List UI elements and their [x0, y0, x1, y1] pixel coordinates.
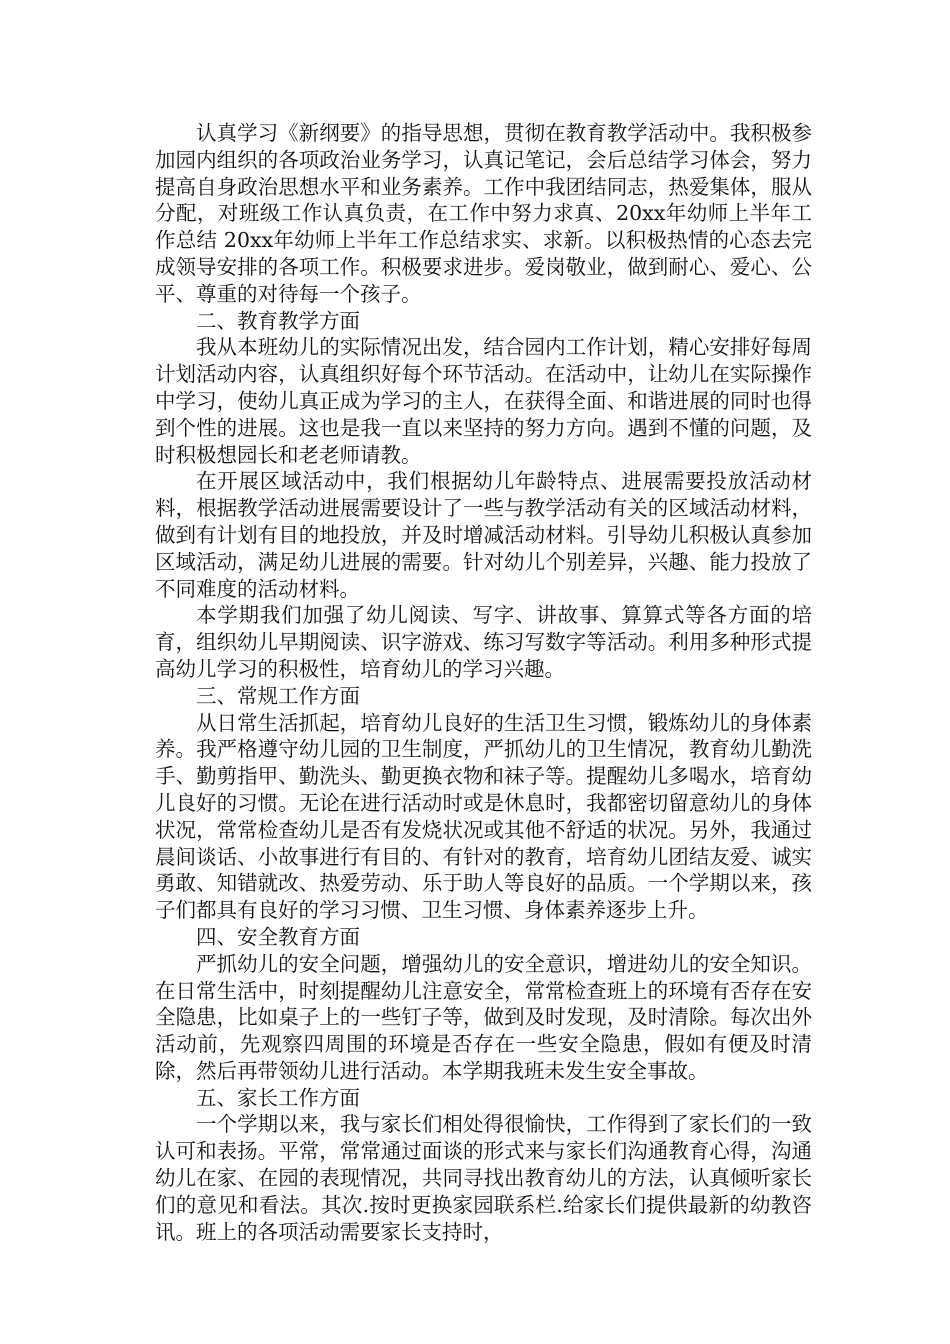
- heading-routine: 三、常规工作方面: [196, 683, 360, 708]
- paragraph-intro: 认真学习《新纲要》的指导思想，贯彻在教育教学活动中。我积极参加园内组织的各项政治业务学习，认真记笔记，会后总结学习体会，努力提高自身政治思想水平和业务素养。工作中我团结同志，热爱集体，服从分配，对班级工作认真负责，在工作中努力求真、20xx年幼师上半年工作总结 20xx年幼师上半年工作总结求实、求新。以积极热情的心态去完成领导安排的各项工作。积极要求进步。爱岗敬业，做到耐心、爱心、公平、尊重的对待每一个孩子。: [155, 121, 812, 306]
- heading-safety: 四、安全教育方面: [196, 924, 360, 949]
- paragraph-teaching-3: 本学期我们加强了幼儿阅读、写字、讲故事、算算式等各方面的培育，组织幼儿早期阅读、识字游戏、练习写数字等活动。利用多种形式提高幼儿学习的积极性，培育幼儿的学习兴趣。: [155, 603, 812, 681]
- paragraph-parents: 一个学期以来，我与家长们相处得很愉快，工作得到了家长们的一致认可和表扬。平常，常常通过面谈的形式来与家长们沟通教育心得，沟通幼儿在家、在园的表现情况，共同寻找出教育幼儿的方法，认真倾听家长们的意见和看法。其次.按时更换家园联系栏.给家长们提供最新的幼教咨讯。班上的各项活动需要家长支持时，: [155, 1112, 812, 1244]
- paragraph-teaching-1: 我从本班幼儿的实际情况出发，结合园内工作计划，精心安排好每周计划活动内容，认真组织好每个环节活动。在活动中，让幼儿在实际操作中学习，使幼儿真正成为学习的主人，在获得全面、和谐进展的同时也得到个性的进展。这也是我一直以来坚持的努力方向。遇到不懂的问题，及时积极想园长和老老师请教。: [155, 335, 812, 467]
- paragraph-safety: 严抓幼儿的安全问题，增强幼儿的安全意识，增进幼儿的安全知识。在日常生活中，时刻提醒幼儿注意安全，常常检查班上的环境有否存在安全隐患，比如桌子上的一些钉子等，做到及时发现，及时清除。每次出外活动前，先观察四周围的环境是否存在一些安全隐患，假如有便及时清除，然后再带领幼儿进行活动。本学期我班未发生安全事故。: [155, 951, 812, 1083]
- paragraph-routine: 从日常生活抓起，培育幼儿良好的生活卫生习惯，锻炼幼儿的身体素养。我严格遵守幼儿园的卫生制度，严抓幼儿的卫生情况，教育幼儿勤洗手、勤剪指甲、勤洗头、勤更换衣物和袜子等。提醒幼儿多喝水，培育幼儿良好的习惯。无论在进行活动时或是休息时，我都密切留意幼儿的身体状况，常常检查幼儿是否有发烧状况或其他不舒适的状况。另外，我通过晨间谈话、小故事进行有目的、有针对的教育，培育幼儿团结友爱、诚实勇敢、知错就改、热爱劳动、乐于助人等良好的品质。一个学期以来，孩子们都具有良好的学习习惯、卫生习惯、身体素养逐步上升。: [155, 710, 812, 923]
- paragraph-teaching-2: 在开展区域活动中，我们根据幼儿年龄特点、进展需要投放活动材料，根据教学活动进展需要设计了一些与教学活动有关的区域活动材料，做到有计划有目的地投放，并及时增减活动材料。引导幼儿积极认真参加区域活动，满足幼儿进展的需要。针对幼儿个别差异，兴趣、能力投放了不同难度的活动材料。: [155, 469, 812, 601]
- heading-teaching: 二、教育教学方面: [196, 308, 360, 333]
- document-body: [155, 120, 812, 1245]
- heading-parents: 五、家长工作方面: [196, 1085, 360, 1110]
